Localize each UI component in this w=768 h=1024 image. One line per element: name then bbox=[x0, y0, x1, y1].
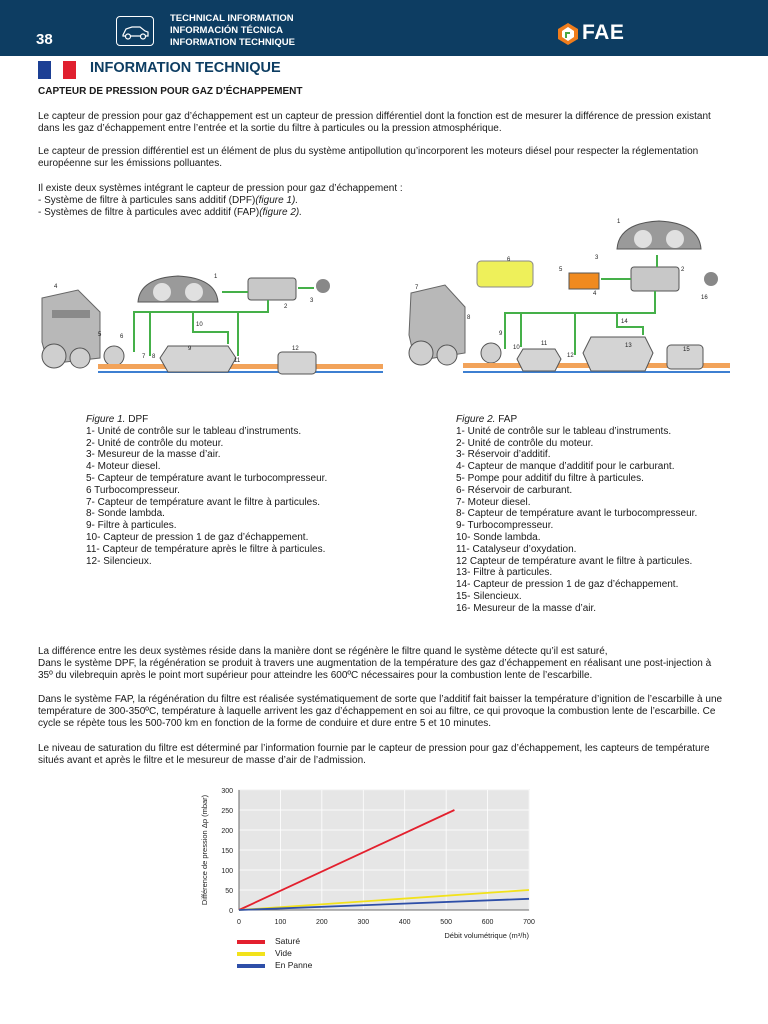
x-tick-label: 300 bbox=[357, 919, 370, 926]
fig2-label: 2 bbox=[681, 267, 685, 273]
fig2-label: 12 bbox=[567, 353, 574, 359]
article-subtitle: CAPTEUR DE PRESSION POUR GAZ D’ÉCHAPPEMENT bbox=[38, 86, 303, 97]
body-paragraph-5: Dans le système FAP, la régénération du filtre est réalisée systématiquement de sorte que l’additif fait baisser la température d’ignition de l’escarbille à une température de 300-350ºC, température à laquelle arrivent les gaz d’échappement en soi au filtre, ce qui provoque la combustion lente de l’escarbille. Ce cycle se répète tous les 500-700 km en fonction de la forme de conduire et dure entre 5 et 10 minutes. bbox=[38, 694, 723, 729]
legend-item: 16- Mesureur de la masse d’air. bbox=[456, 602, 597, 614]
page-number: 38 bbox=[36, 31, 53, 48]
legend-item: 6 Turbocompresseur. bbox=[86, 484, 180, 496]
legend-item: 11- Catalyseur d’oxydation. bbox=[456, 543, 577, 555]
y-tick-label: 100 bbox=[221, 868, 233, 875]
legend-swatch-vide bbox=[237, 952, 265, 956]
y-tick-label: 250 bbox=[221, 808, 233, 815]
legend-label: Saturé bbox=[275, 936, 301, 946]
figure2-fap-diagram bbox=[405, 215, 730, 390]
legend-item: 8- Sonde lambda. bbox=[86, 508, 165, 520]
y-axis-label: Différence de pression Δp (mbar) bbox=[200, 794, 209, 906]
legend-label: Vide bbox=[275, 948, 292, 958]
legend-item: 12- Silencieux. bbox=[86, 555, 152, 567]
fae-logo-icon bbox=[557, 22, 579, 46]
figure1-caption bbox=[86, 414, 327, 426]
x-tick-label: 700 bbox=[523, 919, 535, 926]
turbo-icon bbox=[481, 343, 501, 363]
figure1-ref: (figure 1). bbox=[255, 194, 299, 206]
page-header bbox=[0, 0, 768, 56]
x-tick-label: 500 bbox=[440, 919, 452, 926]
intro-paragraph-1: Le capteur de pression pour gaz d’échappement est un capteur de pression différentiel dont la fonction est de mesurer la différence de pression existant dans les gaz d’échappement entre l’entrée et la sortie du filtre à particules ou la pression atmosphérique. bbox=[38, 111, 711, 134]
legend-item: 2- Unité de contrôle du moteur. bbox=[456, 437, 594, 449]
intro-paragraph-2: Le capteur de pression différentiel est un élément de plus du système antipollution qu’incorporent les moteurs diésel pour respecter la réglementation européenne sur les émissions polluantes. bbox=[38, 146, 699, 169]
y-tick-label: 0 bbox=[229, 908, 233, 915]
fig1-label: 9 bbox=[188, 346, 192, 352]
fig2-label: 16 bbox=[701, 295, 708, 301]
section-title: INFORMATION TECHNIQUE bbox=[90, 60, 281, 76]
chart-legend bbox=[237, 935, 312, 971]
system-fap-text: - Systèmes de filtre à particules avec additif (FAP) bbox=[38, 206, 260, 218]
legend-item: 3- Mesureur de la masse d’air. bbox=[86, 449, 221, 461]
legend-item: 3- Réservoir d’additif. bbox=[456, 449, 551, 461]
figure1-legend bbox=[86, 414, 327, 567]
legend-item: 9- Turbocompresseur. bbox=[456, 520, 554, 532]
silencer-icon bbox=[278, 352, 316, 374]
fig1-label: 7 bbox=[142, 354, 146, 360]
fig1-label: 3 bbox=[310, 298, 314, 304]
diesel-engine-icon bbox=[409, 285, 465, 365]
ecu-icon bbox=[248, 278, 296, 300]
legend-swatch-en-panne bbox=[237, 964, 265, 968]
legend-item: 4- Capteur de manque d’additif pour le carburant. bbox=[456, 461, 675, 473]
legend-item: 11- Capteur de température après le filtre à particules. bbox=[86, 543, 326, 555]
legend-item: 7- Moteur diesel. bbox=[456, 496, 531, 508]
legend-item: 5- Pompe pour additif du filtre à particules. bbox=[456, 472, 644, 484]
y-tick-label: 200 bbox=[221, 828, 233, 835]
legend-item: 12 Capteur de température avant le filtre à particules. bbox=[456, 555, 693, 567]
legend-item: 1- Unité de contrôle sur le tableau d’instruments. bbox=[86, 425, 302, 437]
fig1-label: 1 bbox=[214, 274, 218, 280]
y-tick-label: 50 bbox=[225, 888, 233, 895]
fig1-label: 6 bbox=[120, 334, 124, 340]
fig1-label: 4 bbox=[54, 284, 58, 290]
dashboard-icon bbox=[617, 221, 701, 249]
additive-tank-icon bbox=[569, 273, 599, 289]
x-axis-label: Débit volumétrique (m³/h) bbox=[444, 931, 529, 940]
brand-logo-text: FAE bbox=[582, 21, 625, 44]
particle-filter-icon bbox=[160, 346, 236, 372]
x-tick-label: 100 bbox=[274, 919, 287, 926]
fig1-label: 10 bbox=[196, 322, 203, 328]
system-dpf-text: - Système de filtre à particules sans additif (DPF) bbox=[38, 194, 256, 206]
legend-item: 13- Filtre à particules. bbox=[456, 567, 553, 579]
legend-item: 5- Capteur de température avant le turbocompresseur. bbox=[86, 472, 328, 484]
legend-item: 14- Capteur de pression 1 de gaz d’échappement. bbox=[456, 579, 679, 591]
fig2-label: 7 bbox=[415, 285, 419, 291]
x-tick-label: 0 bbox=[237, 919, 241, 926]
figure1-dpf-diagram bbox=[38, 272, 383, 382]
x-tick-label: 600 bbox=[481, 919, 494, 926]
fig2-label: 8 bbox=[467, 315, 471, 321]
air-mass-meter-icon bbox=[704, 272, 718, 286]
fig2-label: 3 bbox=[595, 255, 599, 261]
fuel-tank-icon bbox=[477, 261, 533, 287]
legend-item: 10- Capteur de pression 1 de gaz d’échappement. bbox=[86, 531, 309, 543]
legend-entry-en-panne bbox=[237, 959, 312, 971]
legend-label: En Panne bbox=[275, 960, 313, 970]
figure2-caption bbox=[456, 414, 697, 426]
figure1-caption-text: DPF bbox=[125, 414, 149, 425]
figure2-caption-label: Figure 2. bbox=[456, 414, 496, 425]
fig2-label: 15 bbox=[683, 347, 690, 353]
turbo-icon bbox=[104, 346, 124, 366]
figure2-ref: (figure 2). bbox=[259, 206, 302, 218]
header-line-fr: INFORMATION TECHNIQUE bbox=[170, 37, 295, 48]
fig1-label: 12 bbox=[292, 346, 299, 352]
fig2-label: 13 bbox=[625, 343, 632, 349]
fig2-label: 14 bbox=[621, 319, 628, 325]
body-paragraph-4a: La différence entre les deux systèmes réside dans la manière dont se régénère le filtre quand le système détecte qu’il est saturé, bbox=[38, 646, 608, 657]
header-line-en: TECHNICAL INFORMATION bbox=[170, 13, 294, 24]
ecu-icon bbox=[631, 267, 679, 291]
fig2-label: 10 bbox=[513, 345, 520, 351]
dashboard-icon bbox=[138, 276, 218, 302]
legend-item: 15- Silencieux. bbox=[456, 590, 522, 602]
figure2-legend bbox=[456, 414, 697, 615]
header-line-es: INFORMACIÓN TÉCNICA bbox=[170, 25, 283, 36]
fig1-label: 8 bbox=[152, 354, 156, 360]
legend-item: 7- Capteur de température avant le filtre à particules. bbox=[86, 496, 321, 508]
legend-item: 4- Moteur diesel. bbox=[86, 461, 161, 473]
x-tick-label: 200 bbox=[316, 919, 328, 926]
fig2-label: 11 bbox=[541, 341, 548, 347]
particle-filter-icon bbox=[583, 337, 653, 371]
fig2-label: 9 bbox=[499, 331, 503, 337]
body-paragraph-4 bbox=[38, 646, 728, 681]
fig1-label: 5 bbox=[98, 332, 102, 338]
legend-item: 8- Capteur de température avant le turbocompresseur. bbox=[456, 508, 698, 520]
header-titles bbox=[170, 13, 295, 49]
legend-entry-vide bbox=[237, 947, 312, 959]
legend-item: 10- Sonde lambda. bbox=[456, 531, 541, 543]
car-icon bbox=[116, 16, 154, 46]
x-tick-label: 400 bbox=[398, 919, 411, 926]
fig2-label: 5 bbox=[559, 267, 563, 273]
fig2-label: 1 bbox=[617, 219, 621, 225]
french-flag-icon bbox=[38, 61, 76, 79]
intro-paragraph-3 bbox=[38, 183, 728, 218]
y-tick-label: 300 bbox=[221, 788, 233, 795]
y-tick-label: 150 bbox=[221, 848, 233, 855]
system-dpf-line bbox=[38, 195, 728, 207]
fig2-label: 6 bbox=[507, 257, 511, 263]
figure2-caption-text: FAP bbox=[495, 414, 518, 425]
systems-intro: Il existe deux systèmes intégrant le capteur de pression pour gaz d’échappement : bbox=[38, 183, 403, 194]
oxidation-catalyst-icon bbox=[517, 349, 561, 371]
body-paragraph-4b: Dans le système DPF, la régénération se produit à travers une augmentation de la température des gaz d’échappement en réalisant une post-injection à 35º du vilebrequin après le point mort supérieur pour atteindre les 600ºC nécessaires pour la combustion lente de l’escarbille. bbox=[38, 657, 712, 681]
legend-item: 2- Unité de contrôle du moteur. bbox=[86, 437, 224, 449]
legend-entry-sature bbox=[237, 935, 312, 947]
legend-item: 1- Unité de contrôle sur le tableau d’instruments. bbox=[456, 425, 672, 437]
body-paragraph-6: Le niveau de saturation du filtre est déterminé par l’information fournie par le capteur de pression pour gaz d’échappement, les capteurs de température situés avant et après le filtre et le mesureur de masse d’air de l’admission. bbox=[38, 743, 710, 766]
air-mass-meter-icon bbox=[316, 279, 330, 293]
figure1-caption-label: Figure 1. bbox=[86, 414, 126, 425]
fig2-label: 4 bbox=[593, 291, 597, 297]
exhaust-pipe bbox=[98, 364, 383, 369]
legend-swatch-sature bbox=[237, 940, 265, 944]
fig1-label: 2 bbox=[284, 304, 288, 310]
legend-item: 9- Filtre à particules. bbox=[86, 520, 177, 532]
legend-item: 6- Réservoir de carburant. bbox=[456, 484, 573, 496]
fig1-label: 11 bbox=[234, 358, 241, 364]
diesel-engine-icon bbox=[42, 290, 100, 368]
